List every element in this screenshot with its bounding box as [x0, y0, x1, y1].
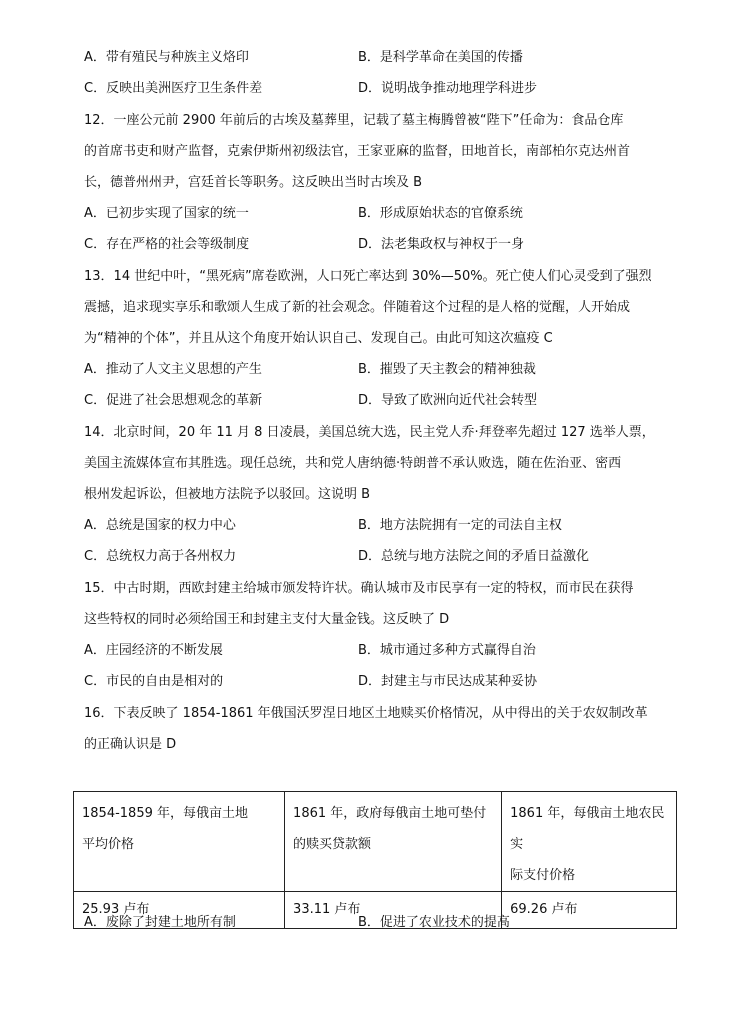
- header-text-line: 1861 年，每俄亩土地农民实: [510, 806, 665, 852]
- q13-option-b: B．摧毁了天主教会的精神独裁: [358, 362, 536, 377]
- q12-stem-line-2: 的首席书吏和财产监督，克索伊斯州初级法官，王家亚麻的监督，田地首长，南部柏尔克达州首: [84, 144, 631, 159]
- q11-option-d: D．说明战争推动地理学科进步: [358, 81, 538, 96]
- q13-option-c: C．促进了社会思想观念的革新: [84, 393, 263, 408]
- table-cell: 33.11 卢布: [285, 892, 502, 929]
- q13-stem-line-1: 13．14 世纪中叶，“黑死病”席卷欧洲，人口死亡率达到 30%—50%。死亡使人们心灵受到了强烈: [84, 269, 652, 284]
- table-header-row: [74, 792, 677, 892]
- q14-option-b: B．地方法院拥有一定的司法自主权: [358, 518, 562, 533]
- header-text-line: 平均价格: [82, 837, 135, 852]
- q13-option-d: D．导致了欧洲向近代社会转型: [358, 393, 538, 408]
- q14-option-c: C．总统权力高于各州权力: [84, 549, 237, 564]
- q14-option-a: A．总统是国家的权力中心: [84, 518, 236, 533]
- q12-stem-line-3: 长，德普州州尹，宫廷首长等职务。这反映出当时古埃及 B: [84, 175, 423, 190]
- q11-option-c: C．反映出美洲医疗卫生条件差: [84, 81, 263, 96]
- q15-option-c: C．市民的自由是相对的: [84, 674, 224, 689]
- table-header-cell: [285, 792, 502, 892]
- q14-option-d: D．总统与地方法院之间的矛盾日益激化: [358, 549, 590, 564]
- q14-stem-line-1: 14．北京时间，20 年 11 月 8 日凌晨，美国总统大选，民主党人乔·拜登率先超过 127 选举人票，: [84, 425, 655, 440]
- q16-option-a: A．废除了封建土地所有制: [84, 915, 236, 930]
- q13-stem-line-3: 为“精神的个体”，并且从这个角度开始认识自己、发现自己。由此可知这次瘟疫 C: [84, 331, 553, 346]
- q14-stem-line-2: 美国主流媒体宣布其胜选。现任总统，共和党人唐纳德·特朗普不承认败选，随在佐治亚、密西: [84, 456, 622, 471]
- table-cell: 69.26 卢布: [502, 892, 677, 929]
- q12-stem-line-1: 12．一座公元前 2900 年前后的古埃及墓葬里，记载了墓主梅腾曾被“陛下”任命为：食品仓库: [84, 113, 624, 128]
- q16-stem-line-2: 的正确认识是 D: [84, 737, 177, 752]
- q13-stem-line-2: 震撼，追求现实享乐和歌颂人生成了新的社会观念。伴随着这个过程的是人格的觉醒，人开始成: [84, 300, 631, 315]
- land-price-table: [73, 791, 677, 929]
- table-header-cell: [74, 792, 285, 892]
- q15-option-b: B．城市通过多种方式赢得自治: [358, 643, 536, 658]
- q14-stem-line-3: 根州发起诉讼，但被地方法院予以驳回。这说明 B: [84, 487, 371, 502]
- q12-option-b: B．形成原始状态的官僚系统: [358, 206, 523, 221]
- header-text-line: 的赎买贷款额: [293, 837, 372, 852]
- q11-option-a: A．带有殖民与种族主义烙印: [84, 50, 249, 65]
- q12-option-a: A．已初步实现了国家的统一: [84, 206, 249, 221]
- q16-option-b: B．促进了农业技术的提高: [358, 915, 510, 930]
- table-header-cell: [502, 792, 677, 892]
- q16-stem-line-1: 16．下表反映了 1854-1861 年俄国沃罗涅日地区土地赎买价格情况，从中得出的关于农奴制改革: [84, 706, 648, 721]
- q15-stem-line-1: 15．中古时期，西欧封建主给城市颁发特许状。确认城市及市民享有一定的特权，而市民在获得: [84, 581, 634, 596]
- header-text-line: 1854-1859 年，每俄亩土地: [82, 806, 248, 821]
- header-text-line: 际支付价格: [510, 868, 576, 883]
- q15-stem-line-2: 这些特权的同时必须给国王和封建主支付大量金钱。这反映了 D: [84, 612, 450, 627]
- q11-option-b: B．是科学革命在美国的传播: [358, 50, 523, 65]
- q12-option-c: C．存在严格的社会等级制度: [84, 237, 250, 252]
- q13-option-a: A．推动了人文主义思想的产生: [84, 362, 262, 377]
- q15-option-a: A．庄园经济的不断发展: [84, 643, 223, 658]
- q12-option-d: D．法老集政权与神权于一身: [358, 237, 525, 252]
- table-cell: 25.93 卢布: [74, 892, 285, 929]
- header-text-line: 1861 年，政府每俄亩土地可垫付: [293, 806, 487, 821]
- q15-option-d: D．封建主与市民达成某种妥协: [358, 674, 538, 689]
